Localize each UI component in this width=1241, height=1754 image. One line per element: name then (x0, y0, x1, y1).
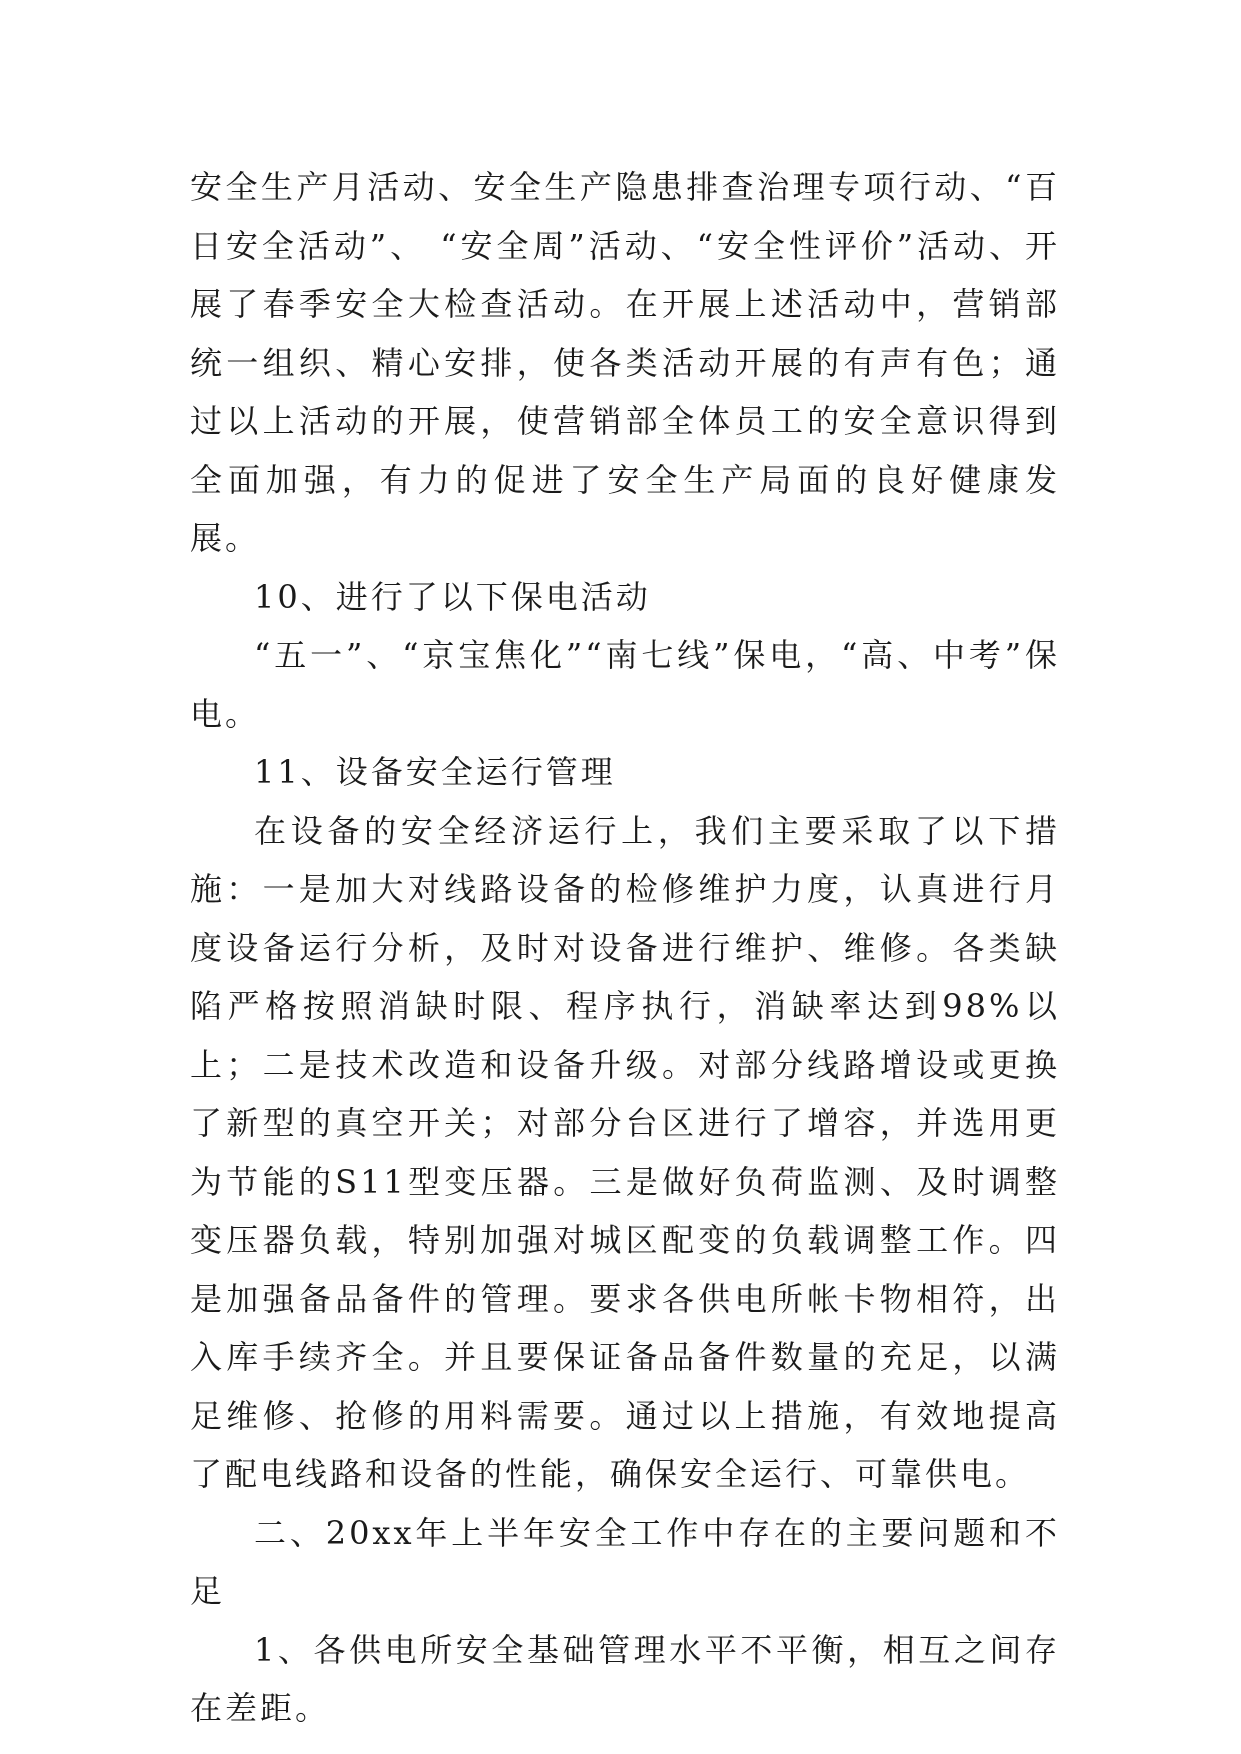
paragraph-heading-power-protection: 10、进行了以下保电活动 (254, 577, 651, 616)
document-body (190, 158, 1060, 1738)
paragraph-problem-1: 1、各供电所安全基础管理水平不平衡，相互之间存在差距。 (190, 1630, 1060, 1727)
paragraph-equipment-measures: 在设备的安全经济运行上，我们主要采取了以下措施：一是加大对线路设备的检修维护力度，认真进行月度设备运行分析，及时对设备进行维护、维修。各类缺陷严格按照消缺时限、程序执行，消缺率达到98%以上；二是技术改造和设备升级。对部分线路增设或更换了新型的真空开关；对部分台区进行了增容，并选用更为节能的S11型变压器。三是做好负荷监测、及时调整变压器负载，特别加强对城区配变的负载调整工作。四是加强备品备件的管理。要求各供电所帐卡物相符，出入库手续齐全。并且要保证备品备件数量的充足，以满足维修、抢修的用料需要。通过以上措施，有效地提高了配电线路和设备的性能，确保安全运行、可靠供电。 (190, 811, 1060, 1493)
paragraph-heading-problems: 二、20xx年上半年安全工作中存在的主要问题和不足 (190, 1513, 1060, 1610)
paragraph-heading-equipment-management: 11、设备安全运行管理 (254, 753, 616, 791)
paragraph-safety-activities: 安全生产月活动、安全生产隐患排查治理专项行动、“百日安全活动”、 “安全周”活动、“安全性评价”活动、开展了春季安全大检查活动。在开展上述活动中，营销部统一组织、精心安排，使各类活动开展的有声有色；通过以上活动的开展，使营销部全体员工的安全意识得到全面加强，有力的促进了安全生产局面的良好健康发展。 (190, 168, 1060, 557)
paragraph-power-protection-events: “五一”、“京宝焦化”“南七线”保电，“高、中考”保电。 (190, 636, 1060, 733)
